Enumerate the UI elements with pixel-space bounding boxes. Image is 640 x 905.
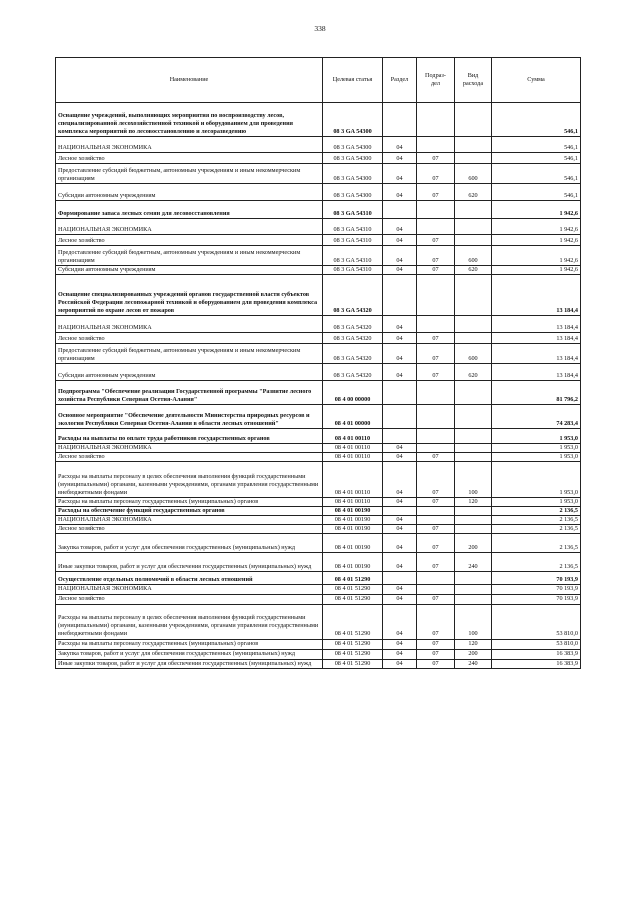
cell-kind: 200 <box>455 649 492 659</box>
cell-section: 04 <box>383 266 417 275</box>
cell-code: 08 4 01 00000 <box>323 405 383 429</box>
cell-section: 04 <box>383 219 417 235</box>
cell-subsection: 07 <box>417 266 455 275</box>
cell-kind <box>455 405 492 429</box>
cell-subsection <box>417 137 455 153</box>
cell-name: Расходы на выплаты персоналу в целях обеспечения выполнения функций государственными (муниципальными) органами, казенными учреждениями, органами управления государственными внебюджетными фондами <box>56 604 323 639</box>
cell-code: 08 4 01 00190 <box>323 553 383 572</box>
cell-sum: 16 383,9 <box>492 649 581 659</box>
cell-name: Субсидии автономным учреждениям <box>56 266 323 275</box>
header-name: Наименование <box>56 58 323 103</box>
cell-name: Предоставление субсидий бюджетным, автономным учреждениям и иным некоммерческим организациям <box>56 164 323 184</box>
cell-section: 04 <box>383 333 417 344</box>
cell-code: 08 3 GA 54300 <box>323 184 383 201</box>
table-row <box>56 333 581 344</box>
cell-sum: 74 283,4 <box>492 405 581 429</box>
cell-sum: 546,1 <box>492 184 581 201</box>
cell-section <box>383 507 417 516</box>
cell-code: 08 3 GA 54320 <box>323 275 383 316</box>
cell-section: 04 <box>383 444 417 453</box>
cell-section <box>383 275 417 316</box>
cell-name: Лесное хозяйство <box>56 525 323 534</box>
table-row <box>56 594 581 604</box>
cell-name: Осуществление отдельных полномочий в области лесных отношений <box>56 572 323 585</box>
cell-code: 08 4 01 51290 <box>323 572 383 585</box>
cell-kind: 240 <box>455 553 492 572</box>
cell-sum: 13 184,4 <box>492 333 581 344</box>
cell-section: 04 <box>383 453 417 462</box>
table-row <box>56 639 581 649</box>
cell-name: Закупка товаров, работ и услуг для обеспечения государственных (муниципальных) нужд <box>56 649 323 659</box>
table-row <box>56 498 581 507</box>
cell-subsection: 07 <box>417 333 455 344</box>
cell-name: Расходы на выплаты персоналу государственных (муниципальных) органов <box>56 498 323 507</box>
table-row <box>56 444 581 453</box>
cell-subsection <box>417 405 455 429</box>
cell-code: 08 3 GA 54300 <box>323 153 383 164</box>
cell-subsection: 07 <box>417 235 455 246</box>
cell-subsection <box>417 103 455 137</box>
cell-sum: 1 953,0 <box>492 453 581 462</box>
cell-sum: 2 136,5 <box>492 553 581 572</box>
cell-subsection: 07 <box>417 659 455 668</box>
cell-sum: 2 136,5 <box>492 516 581 525</box>
cell-sum: 70 193,9 <box>492 585 581 594</box>
budget-table <box>55 57 581 669</box>
table-row <box>56 246 581 266</box>
cell-kind <box>455 153 492 164</box>
cell-section: 04 <box>383 553 417 572</box>
cell-code: 08 4 01 51290 <box>323 639 383 649</box>
table-row <box>56 316 581 333</box>
cell-kind <box>455 507 492 516</box>
cell-subsection <box>417 316 455 333</box>
cell-kind <box>455 103 492 137</box>
table-row <box>56 201 581 219</box>
cell-kind: 100 <box>455 604 492 639</box>
cell-section: 04 <box>383 364 417 381</box>
cell-name: Лесное хозяйство <box>56 594 323 604</box>
cell-code: 08 4 00 00000 <box>323 381 383 405</box>
cell-name: Основное мероприятие "Обеспечение деятельности Министерства природных ресурсов и экологии Республики Северная Осетия-Алания в области лесных отношений" <box>56 405 323 429</box>
table-row <box>56 235 581 246</box>
cell-subsection <box>417 219 455 235</box>
cell-code: 08 4 01 00110 <box>323 429 383 444</box>
cell-sum: 2 136,5 <box>492 507 581 516</box>
cell-code: 08 4 01 00190 <box>323 507 383 516</box>
cell-section <box>383 429 417 444</box>
cell-subsection <box>417 381 455 405</box>
cell-kind <box>455 316 492 333</box>
cell-subsection: 07 <box>417 553 455 572</box>
cell-sum: 81 796,2 <box>492 381 581 405</box>
cell-kind: 620 <box>455 184 492 201</box>
cell-kind <box>455 235 492 246</box>
cell-name: НАЦИОНАЛЬНАЯ ЭКОНОМИКА <box>56 137 323 153</box>
header-kind: Вид расхода <box>455 58 492 103</box>
table-row <box>56 344 581 364</box>
cell-sum: 546,1 <box>492 103 581 137</box>
cell-subsection <box>417 201 455 219</box>
cell-code: 08 3 GA 54310 <box>323 246 383 266</box>
table-row <box>56 364 581 381</box>
cell-code: 08 4 01 00110 <box>323 462 383 498</box>
table-row <box>56 137 581 153</box>
cell-name: Иные закупки товаров, работ и услуг для обеспечения государственных (муниципальных) нужд <box>56 659 323 668</box>
cell-subsection: 07 <box>417 364 455 381</box>
cell-kind: 620 <box>455 266 492 275</box>
cell-kind <box>455 275 492 316</box>
cell-section: 04 <box>383 534 417 553</box>
cell-code: 08 3 GA 54320 <box>323 316 383 333</box>
table-row <box>56 429 581 444</box>
cell-subsection <box>417 516 455 525</box>
cell-code: 08 3 GA 54300 <box>323 164 383 184</box>
cell-section: 04 <box>383 153 417 164</box>
cell-subsection <box>417 585 455 594</box>
table-row <box>56 604 581 639</box>
cell-code: 08 3 GA 54320 <box>323 344 383 364</box>
cell-subsection <box>417 444 455 453</box>
cell-subsection: 07 <box>417 594 455 604</box>
cell-section: 04 <box>383 164 417 184</box>
cell-sum: 70 193,9 <box>492 572 581 585</box>
table-row <box>56 507 581 516</box>
cell-name: Расходы на выплаты персоналу в целях обеспечения выполнения функций государственными (муниципальными) органами, казенными учреждениями, органами управления государственными внебюджетными фондами <box>56 462 323 498</box>
cell-subsection <box>417 275 455 316</box>
cell-name: Подпрограмма "Обеспечение реализации Государственной программы "Развитие лесного хозяйства Республики Северная Осетия-Алания" <box>56 381 323 405</box>
cell-kind: 240 <box>455 659 492 668</box>
cell-code: 08 4 01 51290 <box>323 659 383 668</box>
cell-name: Предоставление субсидий бюджетным, автономным учреждениям и иным некоммерческим организациям <box>56 344 323 364</box>
cell-kind <box>455 594 492 604</box>
cell-name: Расходы на выплаты персоналу государственных (муниципальных) органов <box>56 639 323 649</box>
cell-sum: 546,1 <box>492 164 581 184</box>
cell-section: 04 <box>383 585 417 594</box>
cell-name: Субсидии автономным учреждениям <box>56 184 323 201</box>
cell-section: 04 <box>383 316 417 333</box>
table-row <box>56 153 581 164</box>
cell-name: Расходы на выплаты по оплате труда работников государственных органов <box>56 429 323 444</box>
cell-subsection: 07 <box>417 344 455 364</box>
table-row <box>56 219 581 235</box>
table-header <box>56 58 581 103</box>
cell-code: 08 4 01 51290 <box>323 649 383 659</box>
table-row <box>56 164 581 184</box>
cell-code: 08 4 01 00110 <box>323 453 383 462</box>
cell-subsection: 07 <box>417 462 455 498</box>
cell-kind <box>455 444 492 453</box>
table-row <box>56 525 581 534</box>
cell-sum: 13 184,4 <box>492 344 581 364</box>
cell-sum: 70 193,9 <box>492 594 581 604</box>
cell-name: Закупка товаров, работ и услуг для обеспечения государственных (муниципальных) нужд <box>56 534 323 553</box>
cell-kind <box>455 585 492 594</box>
cell-name: Оснащение учреждений, выполняющих мероприятия по воспроизводству лесов, специализированной лесохозяйственной техникой и оборудованием для проведения комплекса мероприятий по лесовосстановлению и лесоразведению <box>56 103 323 137</box>
cell-kind: 600 <box>455 344 492 364</box>
cell-code: 08 4 01 00110 <box>323 444 383 453</box>
cell-subsection: 07 <box>417 498 455 507</box>
table-row <box>56 553 581 572</box>
cell-kind <box>455 333 492 344</box>
cell-kind: 620 <box>455 364 492 381</box>
cell-section: 04 <box>383 462 417 498</box>
cell-code: 08 3 GA 54320 <box>323 333 383 344</box>
cell-code: 08 3 GA 54310 <box>323 266 383 275</box>
cell-subsection: 07 <box>417 604 455 639</box>
cell-subsection: 07 <box>417 534 455 553</box>
cell-section: 04 <box>383 604 417 639</box>
cell-subsection: 07 <box>417 153 455 164</box>
cell-kind <box>455 137 492 153</box>
table-row <box>56 649 581 659</box>
cell-kind <box>455 201 492 219</box>
table-row <box>56 572 581 585</box>
cell-section <box>383 572 417 585</box>
cell-section <box>383 405 417 429</box>
cell-name: Лесное хозяйство <box>56 453 323 462</box>
cell-section: 04 <box>383 649 417 659</box>
cell-section: 04 <box>383 594 417 604</box>
cell-sum: 1 942,6 <box>492 201 581 219</box>
cell-code: 08 3 GA 54310 <box>323 219 383 235</box>
cell-kind: 100 <box>455 462 492 498</box>
cell-name: Иные закупки товаров, работ и услуг для обеспечения государственных (муниципальных) нужд <box>56 553 323 572</box>
header-code: Целевая статья <box>323 58 383 103</box>
cell-subsection: 07 <box>417 453 455 462</box>
table-row <box>56 266 581 275</box>
cell-code: 08 3 GA 54310 <box>323 235 383 246</box>
cell-sum: 1 953,0 <box>492 444 581 453</box>
cell-code: 08 4 01 00110 <box>323 498 383 507</box>
cell-sum: 546,1 <box>492 137 581 153</box>
cell-section: 04 <box>383 137 417 153</box>
cell-code: 08 4 01 51290 <box>323 594 383 604</box>
cell-sum: 1 953,0 <box>492 498 581 507</box>
table-row <box>56 516 581 525</box>
cell-kind: 120 <box>455 498 492 507</box>
cell-section: 04 <box>383 344 417 364</box>
cell-sum: 13 184,4 <box>492 364 581 381</box>
cell-sum: 16 383,9 <box>492 659 581 668</box>
cell-subsection <box>417 429 455 444</box>
cell-kind <box>455 381 492 405</box>
cell-sum: 13 184,4 <box>492 275 581 316</box>
cell-name: НАЦИОНАЛЬНАЯ ЭКОНОМИКА <box>56 585 323 594</box>
table-row <box>56 453 581 462</box>
cell-code: 08 4 01 51290 <box>323 604 383 639</box>
cell-name: Лесное хозяйство <box>56 333 323 344</box>
cell-code: 08 3 GA 54300 <box>323 137 383 153</box>
cell-subsection: 07 <box>417 184 455 201</box>
cell-section <box>383 103 417 137</box>
page-number: 338 <box>314 24 326 33</box>
cell-name: НАЦИОНАЛЬНАЯ ЭКОНОМИКА <box>56 516 323 525</box>
cell-kind: 120 <box>455 639 492 649</box>
cell-sum: 546,1 <box>492 153 581 164</box>
table-row <box>56 103 581 137</box>
table-row <box>56 381 581 405</box>
cell-kind: 200 <box>455 534 492 553</box>
cell-subsection <box>417 507 455 516</box>
cell-name: НАЦИОНАЛЬНАЯ ЭКОНОМИКА <box>56 316 323 333</box>
cell-code: 08 3 GA 54320 <box>323 364 383 381</box>
cell-code: 08 3 GA 54300 <box>323 103 383 137</box>
cell-kind <box>455 219 492 235</box>
cell-kind <box>455 453 492 462</box>
cell-name: Формирование запаса лесных семян для лесовосстановления <box>56 201 323 219</box>
table-row <box>56 659 581 668</box>
cell-code: 08 4 01 00190 <box>323 525 383 534</box>
table-row <box>56 275 581 316</box>
cell-section: 04 <box>383 246 417 266</box>
cell-section: 04 <box>383 659 417 668</box>
cell-kind <box>455 572 492 585</box>
cell-subsection: 07 <box>417 164 455 184</box>
cell-name: НАЦИОНАЛЬНАЯ ЭКОНОМИКА <box>56 444 323 453</box>
cell-sum: 53 810,0 <box>492 639 581 649</box>
cell-name: Лесное хозяйство <box>56 235 323 246</box>
cell-name: Оснащение специализированных учреждений органов государственной власти субъектов Российской Федерации лесопожарной техникой и оборудованием для проведения комплекса мероприятий по охране лесов от пожаров <box>56 275 323 316</box>
table-row <box>56 585 581 594</box>
cell-sum: 1 953,0 <box>492 429 581 444</box>
table-row <box>56 405 581 429</box>
cell-section <box>383 201 417 219</box>
cell-subsection: 07 <box>417 525 455 534</box>
cell-subsection <box>417 572 455 585</box>
cell-sum: 1 953,0 <box>492 462 581 498</box>
cell-section: 04 <box>383 639 417 649</box>
cell-name: Расходы на обеспечение функций государственных органов <box>56 507 323 516</box>
table-body <box>56 103 581 669</box>
cell-section: 04 <box>383 525 417 534</box>
cell-sum: 53 810,0 <box>492 604 581 639</box>
cell-subsection: 07 <box>417 639 455 649</box>
cell-kind <box>455 429 492 444</box>
cell-kind <box>455 525 492 534</box>
cell-code: 08 4 01 00190 <box>323 516 383 525</box>
table-row <box>56 184 581 201</box>
cell-sum: 1 942,6 <box>492 266 581 275</box>
cell-section: 04 <box>383 184 417 201</box>
cell-sum: 2 136,5 <box>492 525 581 534</box>
cell-kind: 600 <box>455 164 492 184</box>
cell-name: Лесное хозяйство <box>56 153 323 164</box>
cell-section: 04 <box>383 516 417 525</box>
cell-sum: 1 942,6 <box>492 235 581 246</box>
cell-sum: 2 136,5 <box>492 534 581 553</box>
cell-kind: 600 <box>455 246 492 266</box>
cell-code: 08 4 01 00190 <box>323 534 383 553</box>
cell-section: 04 <box>383 235 417 246</box>
cell-section <box>383 381 417 405</box>
header-section: Раздел <box>383 58 417 103</box>
cell-code: 08 4 01 51290 <box>323 585 383 594</box>
cell-name: НАЦИОНАЛЬНАЯ ЭКОНОМИКА <box>56 219 323 235</box>
cell-sum: 13 184,4 <box>492 316 581 333</box>
cell-code: 08 3 GA 54310 <box>323 201 383 219</box>
cell-subsection: 07 <box>417 649 455 659</box>
cell-section: 04 <box>383 498 417 507</box>
cell-name: Предоставление субсидий бюджетным, автономным учреждениям и иным некоммерческим организациям <box>56 246 323 266</box>
cell-sum: 1 942,6 <box>492 246 581 266</box>
cell-sum: 1 942,6 <box>492 219 581 235</box>
table-row <box>56 534 581 553</box>
cell-name: Субсидии автономным учреждениям <box>56 364 323 381</box>
header-subsection: Подраз- дел <box>417 58 455 103</box>
cell-subsection: 07 <box>417 246 455 266</box>
header-sum: Сумма <box>492 58 581 103</box>
cell-kind <box>455 516 492 525</box>
table-row <box>56 462 581 498</box>
